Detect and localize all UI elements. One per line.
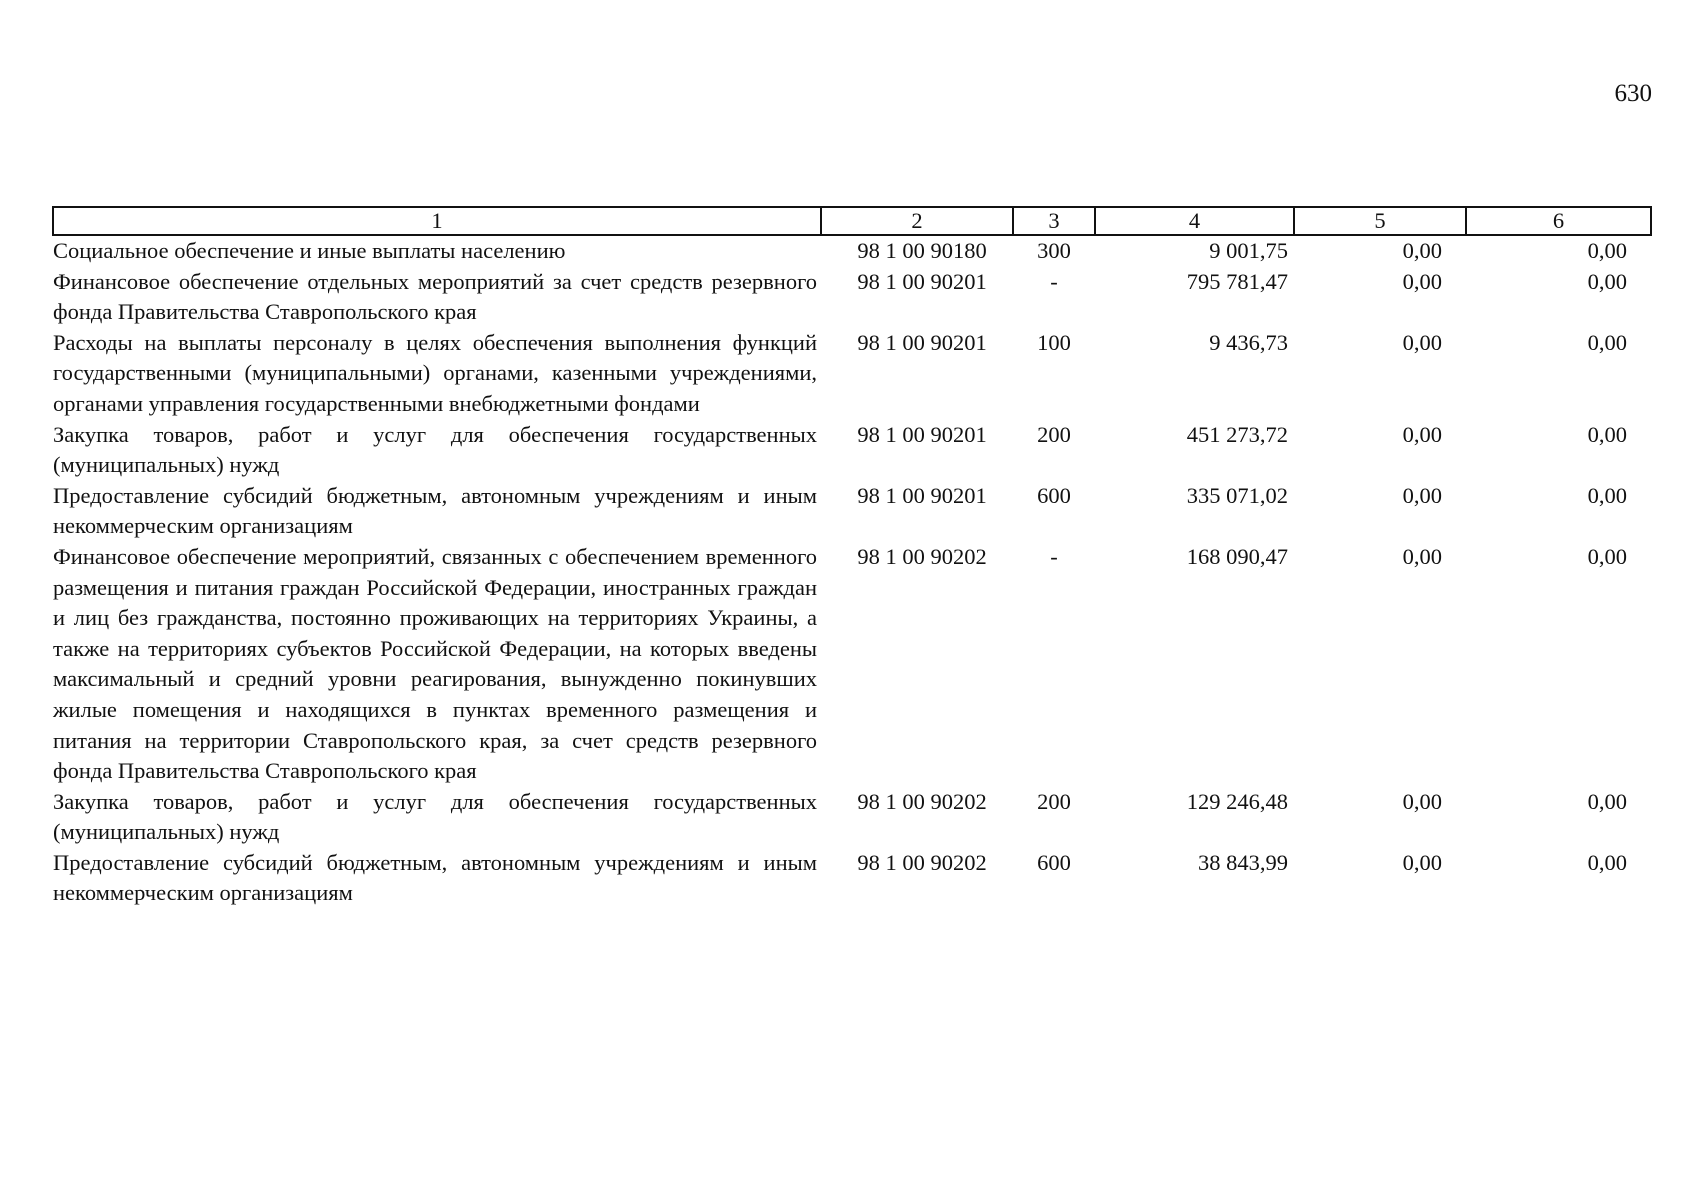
- row-col5: 0,00: [1402, 482, 1442, 508]
- header-row: [53, 207, 1651, 235]
- header-col-2: 2: [821, 207, 1013, 235]
- row-code: 98 1 00 90202: [857, 788, 987, 814]
- table-row: [53, 481, 1651, 542]
- row-code: 98 1 00 90201: [857, 268, 987, 294]
- table-row: [53, 328, 1651, 420]
- row-kind: -: [1050, 543, 1058, 569]
- header-col-4: 4: [1095, 207, 1294, 235]
- row-col6: 0,00: [1587, 421, 1627, 447]
- row-col5: 0,00: [1402, 421, 1442, 447]
- row-col6: 0,00: [1587, 329, 1627, 355]
- row-name: Финансовое обеспечение мероприятий, связанных с обеспечением временного размещения и питания граждан Российской Федерации, иностранных граждан и лиц без гражданства, постоянно проживающих на территориях Украины, а также на территориях субъектов Российской Федерации, на которых введены максимальный и средний уровни реагирования, вынужденно покинувших жилые помещения и находящихся в пунктах временного размещения и питания на территории Ставропольского края, за счет средств резервного фонда Правительства Ставропольского края: [53, 543, 817, 784]
- row-col5: 0,00: [1402, 788, 1442, 814]
- row-amount: 451 273,72: [1186, 421, 1288, 447]
- row-amount: 335 071,02: [1186, 482, 1288, 508]
- row-amount: 129 246,48: [1186, 788, 1288, 814]
- table-row: [53, 235, 1651, 267]
- table-row: [53, 267, 1651, 328]
- row-kind: 300: [1037, 238, 1071, 263]
- row-kind: 600: [1037, 849, 1071, 875]
- row-amount: 795 781,47: [1186, 268, 1288, 294]
- row-name: Закупка товаров, работ и услуг для обеспечения государственных (муниципальных) нужд: [53, 788, 817, 845]
- row-col5: 0,00: [1402, 268, 1442, 294]
- row-col6: 0,00: [1587, 849, 1627, 875]
- row-code: 98 1 00 90180: [857, 238, 987, 263]
- row-kind: 200: [1037, 421, 1071, 447]
- row-col5: 0,00: [1402, 543, 1442, 569]
- table-row: [53, 420, 1651, 481]
- row-code: 98 1 00 90201: [857, 482, 987, 508]
- table-body: [53, 235, 1651, 909]
- row-amount: 9 001,75: [1209, 238, 1288, 263]
- row-code: 98 1 00 90202: [857, 849, 987, 875]
- row-col5: 0,00: [1402, 329, 1442, 355]
- row-col5: 0,00: [1402, 849, 1442, 875]
- row-col6: 0,00: [1587, 238, 1627, 263]
- row-col6: 0,00: [1587, 543, 1627, 569]
- row-name: Социальное обеспечение и иные выплаты населению: [53, 238, 566, 263]
- row-kind: 600: [1037, 482, 1071, 508]
- header-col-6: 6: [1466, 207, 1651, 235]
- row-code: 98 1 00 90201: [857, 421, 987, 447]
- row-kind: -: [1050, 268, 1058, 294]
- header-col-3: 3: [1013, 207, 1095, 235]
- row-kind: 200: [1037, 788, 1071, 814]
- table-row: [53, 542, 1651, 787]
- header-col-5: 5: [1294, 207, 1466, 235]
- page-number: 630: [1614, 80, 1652, 107]
- row-name: Закупка товаров, работ и услуг для обеспечения государственных (муниципальных) нужд: [53, 421, 817, 478]
- row-amount: 38 843,99: [1198, 849, 1288, 875]
- row-name: Расходы на выплаты персоналу в целях обеспечения выполнения функций государственными (муниципальными) органами, казенными учреждениями, органами управления государственными внебюджетными фондами: [53, 329, 817, 416]
- row-name: Предоставление субсидий бюджетным, автономным учреждениям и иным некоммерческим организациям: [53, 482, 817, 539]
- row-col5: 0,00: [1402, 238, 1442, 263]
- table-header: [53, 207, 1651, 235]
- row-col6: 0,00: [1587, 268, 1627, 294]
- row-name: Финансовое обеспечение отдельных мероприятий за счет средств резервного фонда Правительства Ставропольского края: [53, 268, 817, 325]
- row-col6: 0,00: [1587, 788, 1627, 814]
- header-col-1: 1: [53, 207, 821, 235]
- row-code: 98 1 00 90202: [857, 543, 987, 569]
- table-row: [53, 787, 1651, 848]
- budget-table: [52, 206, 1652, 909]
- row-kind: 100: [1037, 329, 1071, 355]
- row-amount: 9 436,73: [1209, 329, 1288, 355]
- row-col6: 0,00: [1587, 482, 1627, 508]
- row-code: 98 1 00 90201: [857, 329, 987, 355]
- table-row: [53, 848, 1651, 909]
- row-amount: 168 090,47: [1186, 543, 1288, 569]
- row-name: Предоставление субсидий бюджетным, автономным учреждениям и иным некоммерческим организациям: [53, 849, 817, 906]
